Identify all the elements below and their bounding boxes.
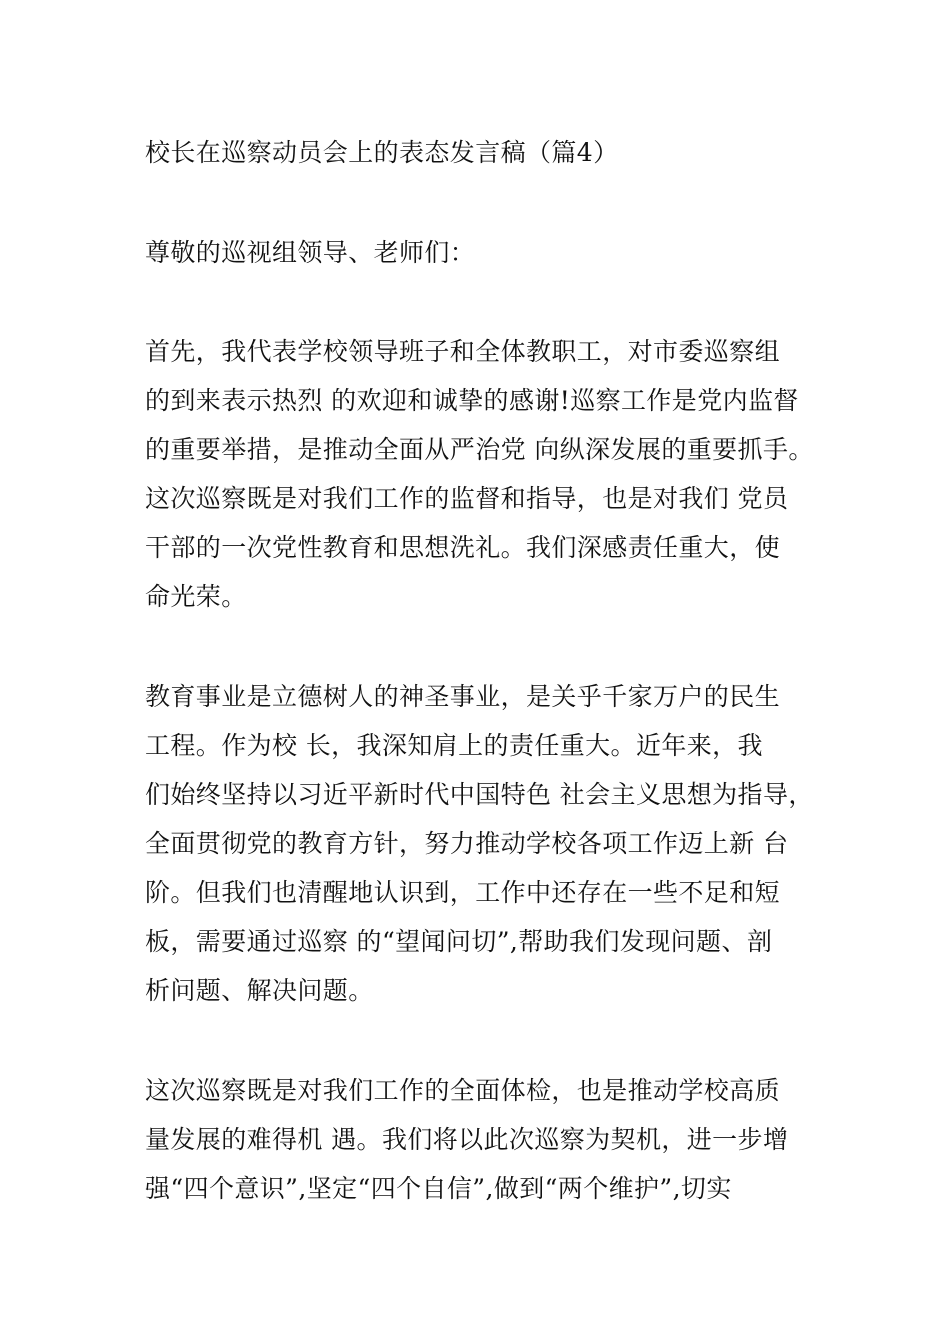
paragraph-line: 板，需要通过巡察 的“望闻问切”,帮助我们发现问题、剖 bbox=[145, 927, 773, 956]
paragraph-line: 全面贯彻党的教育方针，努力推动学校各项工作迈上新 台 bbox=[145, 829, 789, 858]
paragraph-line: 强“四个意识”,坚定“四个自信”,做到“两个维护”,切实 bbox=[145, 1174, 732, 1203]
paragraph-line: 干部的一次党性教育和思想洗礼。我们深感责任重大，使 bbox=[145, 533, 781, 562]
paragraph-line: 析问题、解决问题。 bbox=[145, 976, 374, 1005]
paragraph-line: 命光荣。 bbox=[145, 582, 247, 611]
paragraph-line: 量发展的难得机 遇。我们将以此次巡察为契机，进一步增 bbox=[145, 1125, 789, 1154]
paragraph-line: 这次巡察既是对我们工作的监督和指导，也是对我们 党员 bbox=[145, 484, 789, 513]
paragraph-line: 这次巡察既是对我们工作的全面体检，也是推动学校高质 bbox=[145, 1076, 781, 1105]
paragraph-line: 的到来表示热烈 的欢迎和诚挚的感谢!巡察工作是党内监督 bbox=[145, 386, 799, 415]
paragraph-line: 首先，我代表学校领导班子和全体教职工，对市委巡察组 bbox=[145, 337, 781, 366]
paragraph-line: 教育事业是立德树人的神圣事业，是关乎千家万户的民生 bbox=[145, 682, 781, 711]
paragraph-line: 的重要举措，是推动全面从严治党 向纵深发展的重要抓手。 bbox=[145, 435, 814, 464]
paragraph-line: 工程。作为校 长，我深知肩上的责任重大。近年来，我 bbox=[145, 731, 763, 760]
paragraph-line: 们始终坚持以习近平新时代中国特色 社会主义思想为指导， bbox=[145, 780, 814, 809]
document-title: 校长在巡察动员会上的表态发言稿（篇4） bbox=[145, 138, 619, 167]
paragraph-line: 阶。但我们也清醒地认识到，工作中还存在一些不足和短 bbox=[145, 878, 781, 907]
salutation: 尊敬的巡视组领导、老师们： bbox=[145, 238, 476, 267]
